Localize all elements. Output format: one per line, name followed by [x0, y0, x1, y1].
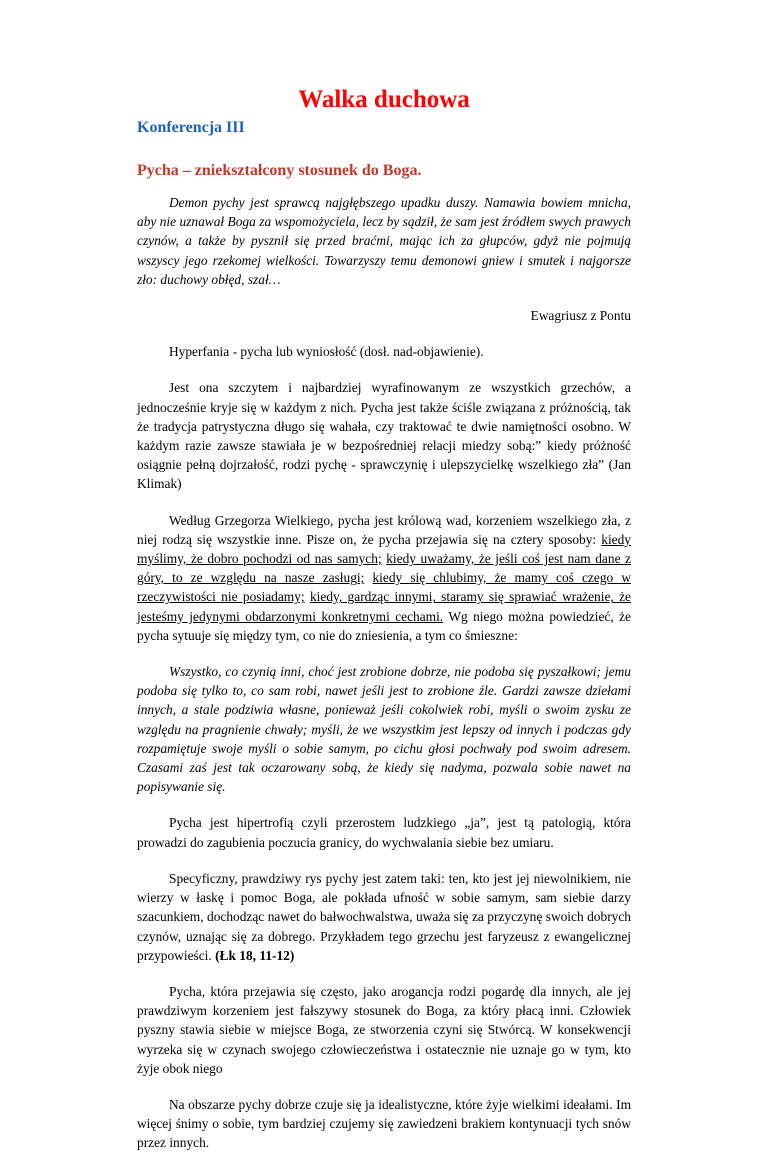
way-1: kiedy myślimy, że dobro pochodzi od nas samych;	[137, 531, 631, 567]
paragraph-1: Hyperfania - pycha lub wyniosłość (dosł. nad-objawienie).	[169, 344, 484, 360]
way-2: kiedy uważamy, że jeśli coś jest nam dane z góry, to ze względu na nasze zasługi;	[137, 551, 631, 586]
paragraph-6: Pycha, która przejawia się często, jako arogancja rodzi pogardę dla innych, ale jej prawdziwym korzeniem jest fałszywy stosunek do Boga, za który płacą inni. Człowiek pyszny stawia siebie w miejsce Boga, ze stworzenia czyni się Stwórcą. W konsekwencji wyrzeka się w czynach swojego człowieczeństwa i ostatecznie nie uznaje go w tym, kto żyje obok niego	[137, 983, 631, 1076]
way-4: kiedy, gardząc innymi, staramy się sprawiać wrażenie, że jesteśmy jedynymi obdarzonymi konkretnymi cechami.	[137, 589, 631, 624]
paragraph-2: Jest ona szczytem i najbardziej wyrafinowanym ze wszystkich grzechów, a jednocześnie kryje się w każdym z nich. Pycha jest także ściśle związana z próżnością, tak że tradycja patrystyczna długo się wahała, czy traktować te dwie namiętności osobno. W każdym razie zawsze stawiała je w bezpośredniej relacji miedzy sobą:” kiedy próżność osiągnie pełną dojrzałość, rodzi pychę - sprawczynię i ulepszycielkę wszelkiego zła” (Jan Klimak)	[137, 380, 631, 492]
document-title: Walka duchowa	[298, 86, 470, 113]
epigraph-author: Ewagriusz z Pontu	[530, 308, 631, 324]
paragraph-3-outro: Wg niego można powiedzieć, że pycha sytuuje się między tym, co nie do zniesienia, a tym co śmieszne:	[137, 608, 631, 643]
scripture-reference: (Łk 18, 11-12)	[215, 947, 295, 963]
epigraph	[137, 193, 631, 289]
quote-paragraph: Wszystko, co czynią inni, choć jest zrobione dobrze, nie podoba się pyszałkowi; jemu podoba się tylko to, co sam robi, nawet jeśli jest to zrobione źle. Gardzi zawsze dziełami innych, a stale podziwia własne, ponieważ jeśli cokolwiek robi, myśli o swoim zysku ze względu na pragnienie chwały; myśli, że we wszystkim jest lepszy od innych i podczas gdy rozpamiętuje swoje myśli o sobie samym, po cichu głosi pochwały pod swoim adresem. Czasami zaś jest tak oczarowany sobą, że kiedy się nadyma, pozwala sobie nawet na popisywanie się.	[137, 664, 631, 795]
paragraph-3-intro: Według Grzegorza Wielkiego, pycha jest królową wad, korzeniem wszelkiego zła, z niej rodzą się wszystkie inne. Pisze on, że pycha przejawia się na cztery sposoby:	[137, 512, 631, 547]
conference-heading: Konferencja III	[137, 119, 245, 136]
section-subtitle: Pycha – zniekształcony stosunek do Boga.	[137, 162, 422, 179]
paragraph-4: Pycha jest hipertrofią czyli przerostem ludzkiego „ja”, jest tą patologią, która prowadzi do zagubienia poczucia granicy, do wychwalania siebie bez umiaru.	[137, 815, 631, 850]
document-body	[137, 193, 631, 1170]
paragraph-7: Na obszarze pychy dobrze czuje się ja idealistyczne, które żyje wielkimi ideałami. Im więcej śnimy o sobie, tym bardziej czujemy się zawiedzeni brakiem kontynuacji tych snów przez innych.	[137, 1096, 631, 1151]
way-3: kiedy się chlubimy, że mamy coś czego w rzeczywistości nie posiadamy;	[137, 570, 631, 605]
paragraph-5	[137, 869, 631, 965]
paragraph-5-text: Specyficzny, prawdziwy rys pychy jest zatem taki: ten, kto jest jej niewolnikiem, nie wierzy w łaskę i pomoc Boga, ale pokłada ufność w sobie samym, sam siebie darzy szacunkiem, dochodząc nawet do bałwochwalstwa, uważa się za przyczynę swoich dobrych czynów, uznając się za dobrego. Przykładem tego grzechu jest faryzeusz z ewangelicznej przypowieści.	[137, 870, 631, 963]
epigraph-text: Demon pychy jest sprawcą najgłębszego upadku duszy. Namawia bowiem mnicha, aby nie uznawał Boga za wspomożyciela, lecz by sądził, że sam jest źródłem swych prawych czynów, a także by pysznił się przed braćmi, mając ich za głupców, gdyż nie pojmują wszyscy jego rzekomej wielkości. Towarzyszy temu demonowi gniew i smutek i najgorsze zło: duchowy obłęd, szał…	[137, 195, 631, 287]
paragraph-3	[137, 511, 631, 645]
